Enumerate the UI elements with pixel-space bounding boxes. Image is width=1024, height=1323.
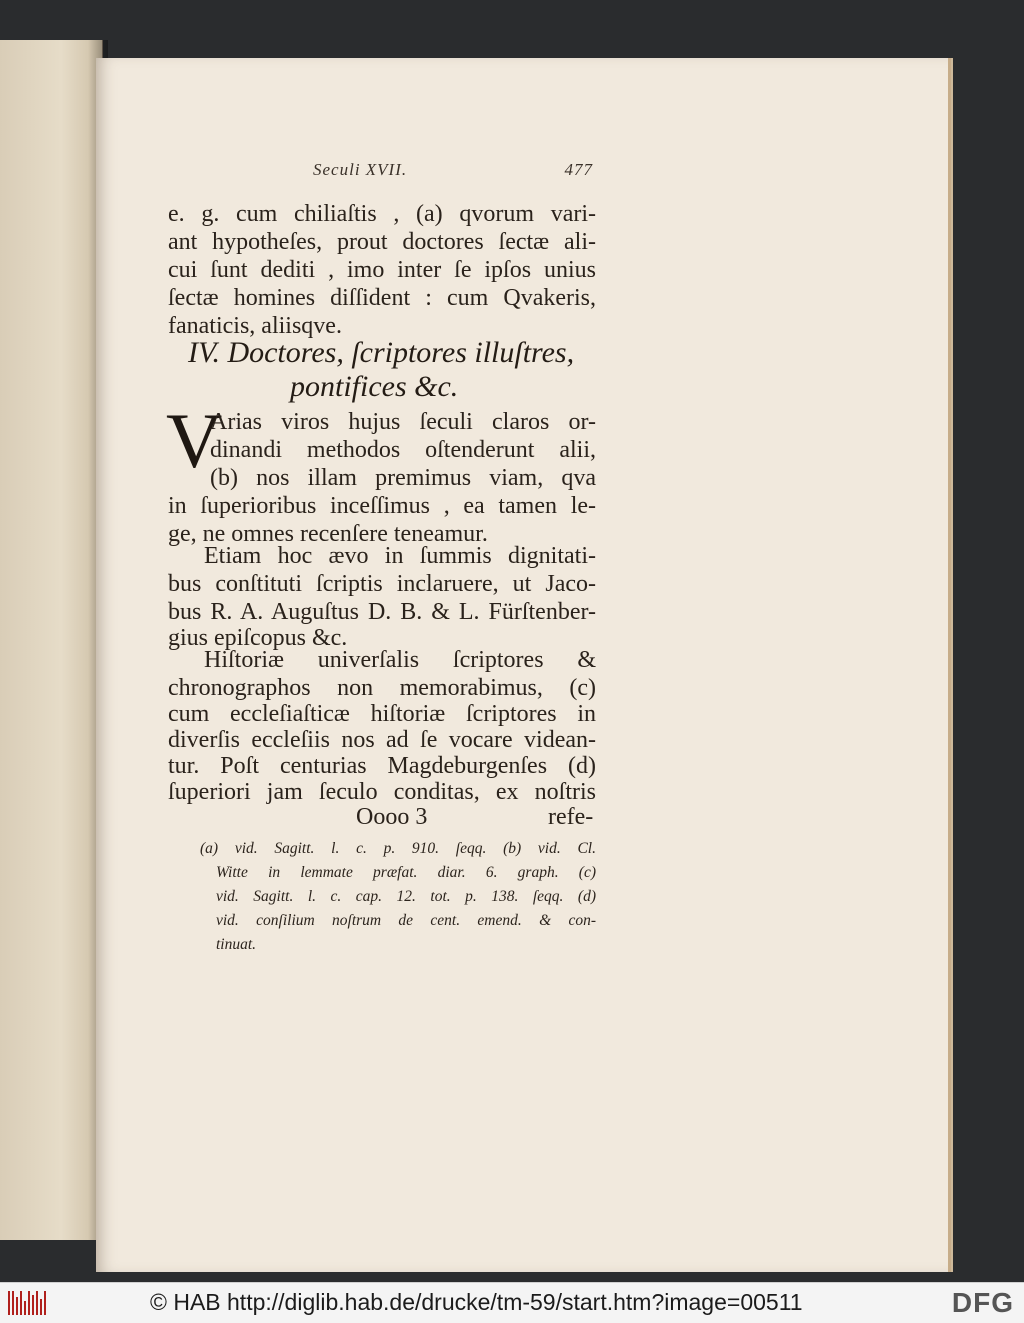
hab-logo-icon [8, 1291, 48, 1315]
catchword: refe- [548, 804, 594, 830]
text-line: Etiam hoc ævo in ſummis dignitati- [204, 543, 596, 569]
text-line: Arias viros hujus ſeculi claros or- [210, 409, 596, 435]
dfg-logo: DFG [951, 1287, 1014, 1318]
running-head [313, 160, 593, 188]
section-heading: IV. Doctores, ſcriptores illuſtres, [188, 336, 575, 369]
section-heading-cont: pontifices &c. [290, 370, 459, 403]
running-head-title: Seculi XVII. [313, 160, 408, 179]
text-line: ant hypotheſes, prout doctores ſectæ ali- [168, 229, 596, 255]
text-line: bus R. A. Auguſtus D. B. & L. Fürſtenber- [168, 599, 596, 625]
viewer-footer [0, 1282, 1024, 1323]
text-line: cui ſunt dediti , imo inter ſe ipſos unius [168, 257, 596, 283]
text-line: fanaticis, aliisqve. [168, 313, 342, 339]
drop-capital: V [166, 397, 223, 484]
text-line: in ſuperioribus inceſſimus , ea tamen le- [168, 493, 596, 519]
text-line: ge, ne omnes recenſere teneamur. [168, 521, 488, 547]
text-line: dinandi methodos oſtenderunt alii, [210, 437, 596, 463]
text-line: ſectæ homines diſſident : cum Qvakeris, [168, 285, 596, 311]
text-line: Hiſtoriæ univerſalis ſcriptores & [204, 647, 596, 673]
footnote-line: (a) vid. Sagitt. l. c. p. 910. ſeqq. (b) vid. Cl. [200, 840, 596, 857]
footnote-line: Witte in lemmate præfat. diar. 6. graph. (c) [216, 864, 596, 881]
footnote-line: tinuat. [216, 936, 257, 953]
text-line: ſuperiori jam ſeculo conditas, ex noſtris [168, 779, 596, 805]
footnote-line: vid. Sagitt. l. c. cap. 12. tot. p. 138. ſeqq. (d) [216, 888, 596, 905]
text-line: cum eccleſiaſticæ hiſtoriæ ſcriptores in [168, 701, 596, 727]
text-line: chronographos non memorabimus, (c) [168, 675, 596, 701]
text-line: diverſis eccleſiis nos ad ſe vocare videan- [168, 727, 596, 753]
text-line: gius epiſcopus &c. [168, 625, 348, 651]
copyright-link[interactable]: © HAB http://diglib.hab.de/drucke/tm-59/start.htm?image=00511 [150, 1289, 803, 1315]
text-line: e. g. cum chiliaſtis , (a) qvorum vari- [168, 201, 596, 227]
footnote-line: vid. conſilium noſtrum de cent. emend. & con- [216, 912, 596, 929]
text-line: tur. Poſt centurias Magdeburgenſes (d) [168, 753, 596, 779]
text-line: bus conſtituti ſcriptis inclaruere, ut Jaco- [168, 571, 596, 597]
signature-mark: Oooo 3 [356, 804, 428, 830]
text-line: (b) nos illam premimus viam, qva [210, 465, 596, 491]
page-number: 477 [564, 160, 593, 179]
